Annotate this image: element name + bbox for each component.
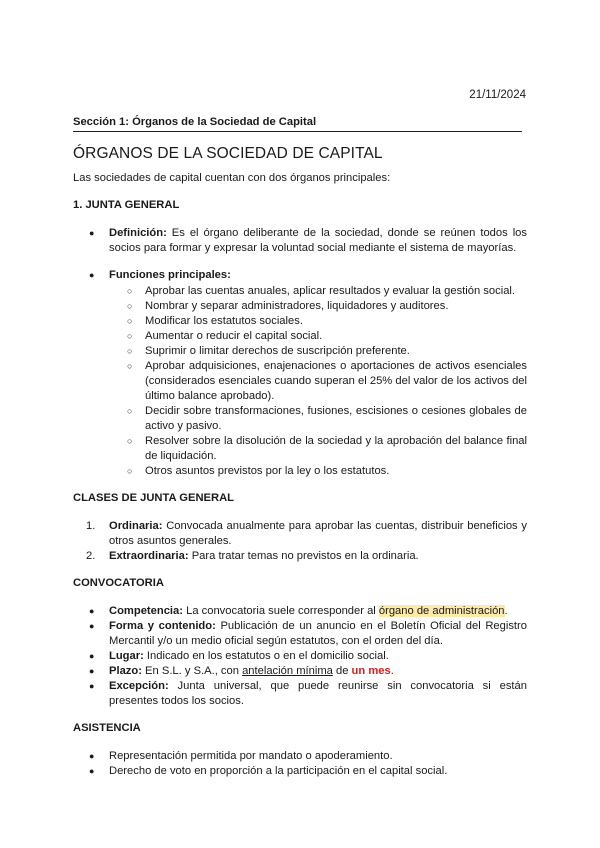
list-item-forma: ● Forma y contenido: Publicación de un anuncio en el Boletín Oficial del Registro Mercantil y/o un medio oficial según estatutos, con el orden del día. (89, 620, 527, 647)
page-title: ÓRGANOS DE LA SOCIEDAD DE CAPITAL (73, 145, 383, 162)
circle-bullet-icon: ○ (127, 316, 133, 326)
circle-bullet-icon: ○ (127, 286, 133, 296)
circle-bullet-icon: ○ (127, 466, 133, 476)
list-item: ○ Aprobar las cuentas anuales, aplicar resultados y evaluar la gestión social. (127, 285, 516, 297)
bullet-icon: ● (89, 751, 95, 761)
junta-list (73, 226, 527, 479)
bullet-icon: ● (89, 766, 95, 776)
circle-bullet-icon: ○ (127, 436, 133, 446)
list-item-extraordinaria: 2. Extraordinaria: Para tratar temas no previstos en la ordinaria. (86, 550, 419, 562)
intro-paragraph: Las sociedades de capital cuentan con dos órganos principales: (73, 172, 391, 184)
list-item: ○ Resolver sobre la disolución de la sociedad y la aprobación del balance final de liquidación. (127, 435, 527, 462)
bullet-icon: ● (89, 621, 95, 631)
document-date: 21/11/2024 (469, 89, 526, 101)
asistencia-heading: ASISTENCIA (73, 722, 141, 734)
bullet-icon: ● (89, 228, 95, 238)
bullet-icon: ● (89, 666, 95, 676)
section-heading: Sección 1: Órganos de la Sociedad de Capital (73, 115, 522, 132)
list-item-ordinaria: 1. Ordinaria: Convocada anualmente para aprobar las cuentas, distribuir beneficios y otros asuntos generales. (86, 520, 527, 547)
bullet-icon: ● (89, 651, 95, 661)
circle-bullet-icon: ○ (127, 361, 133, 371)
list-item-lugar: ● Lugar: Indicado en los estatutos o en el domicilio social. (89, 650, 389, 662)
underlined-text: antelación mínima (242, 665, 333, 677)
highlighted-text: órgano de administración (378, 605, 505, 617)
asistencia-list (73, 749, 527, 779)
clases-heading: CLASES DE JUNTA GENERAL (73, 492, 234, 504)
definicion-text: Es el órgano deliberante de la sociedad, donde se reúnen todos los socios para formar y expresar la voluntad social mediante el sistema de mayorías. (109, 227, 527, 254)
bullet-icon: ● (89, 270, 95, 280)
circle-bullet-icon: ○ (127, 301, 133, 311)
list-item: ○ Modificar los estatutos sociales. (127, 315, 303, 327)
convocatoria-list (73, 604, 527, 709)
funciones-label: Funciones principales: (109, 269, 231, 281)
bullet-icon: ● (89, 681, 95, 691)
funciones-sublist (109, 284, 527, 479)
bullet-icon: ● (89, 606, 95, 616)
list-item-excepcion: ● Excepción: Junta universal, que puede reunirse sin convocatoria si están presentes todos los socios. (89, 680, 527, 707)
list-item: ○ Nombrar y separar administradores, liquidadores y auditores. (127, 300, 449, 312)
list-item: ● Derecho de voto en proporción a la participación en el capital social. (89, 765, 448, 777)
circle-bullet-icon: ○ (127, 331, 133, 341)
red-emphasis-text: un mes (351, 665, 391, 677)
junta-heading: 1. JUNTA GENERAL (73, 199, 180, 211)
document-body (73, 171, 527, 779)
list-item: ○ Suprimir o limitar derechos de suscripción preferente. (127, 345, 410, 357)
list-item: ○ Aprobar adquisiciones, enajenaciones o aportaciones de activos esenciales (considerados esenciales cuando superan el 25% del valor de los activos del último balance aprobado). (127, 360, 527, 402)
list-item: ● Representación permitida por mandato o apoderamiento. (89, 750, 393, 762)
list-item: ○ Otros asuntos previstos por la ley o los estatutos. (127, 465, 390, 477)
list-item: ○ Decidir sobre transformaciones, fusiones, escisiones o cesiones globales de activo y pasivo. (127, 405, 527, 432)
clases-list (73, 519, 527, 564)
circle-bullet-icon: ○ (127, 346, 133, 356)
list-item: ○ Aumentar o reducir el capital social. (127, 330, 323, 342)
list-item-funciones (73, 268, 527, 479)
circle-bullet-icon: ○ (127, 406, 133, 416)
list-item-competencia: ● Competencia: La convocatoria suele corresponder al órgano de administración. (89, 605, 508, 617)
convocatoria-heading: CONVOCATORIA (73, 577, 164, 589)
list-item-definicion (73, 226, 527, 256)
definicion-label: Definición: (109, 227, 167, 239)
list-item-plazo: ● Plazo: En S.L. y S.A., con antelación mínima de un mes. (89, 665, 394, 677)
